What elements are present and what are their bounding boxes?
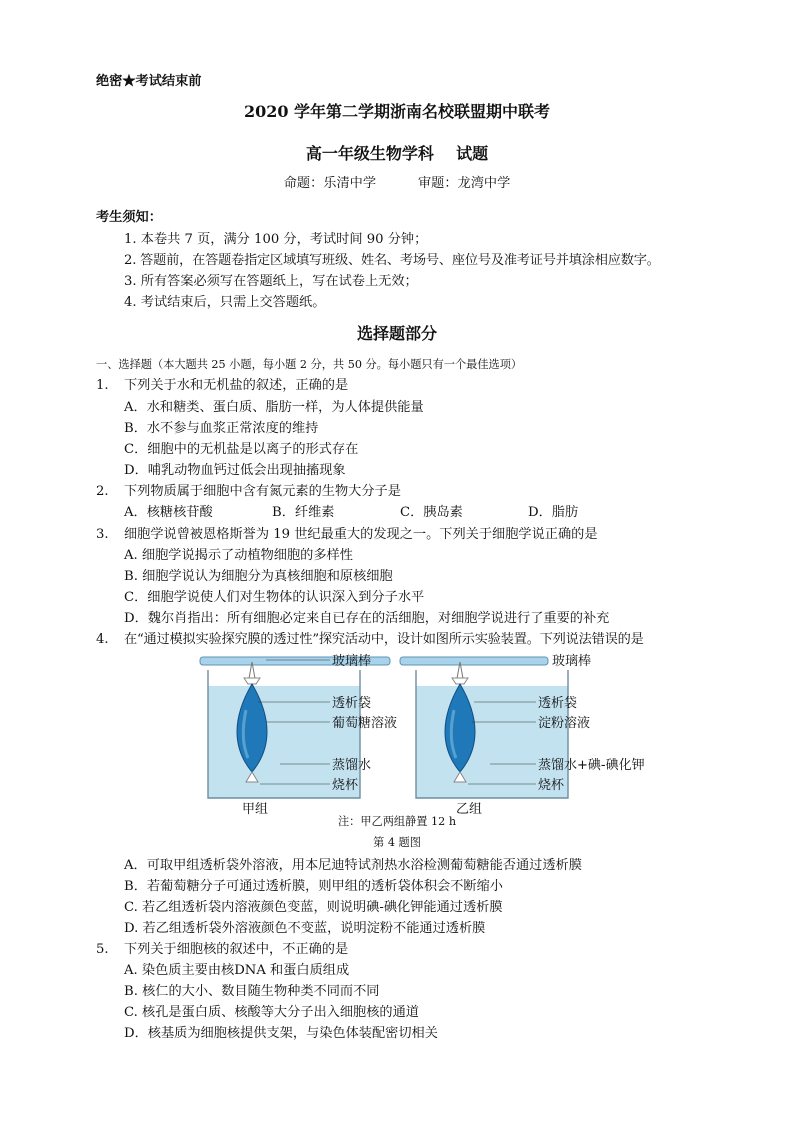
- notice-heading: 考生须知：: [96, 210, 162, 225]
- label-dialysis-bag: 透析袋: [538, 696, 578, 711]
- question-stem: 细胞学说曾被恩格斯誉为 19 世纪最重大的发现之一。下列关于细胞学说正确的是: [124, 527, 598, 542]
- dialysis-experiment-figure: [180, 648, 660, 820]
- option: A. 染色质主要由核DNA 和蛋白质组成: [124, 963, 350, 978]
- question-stem: 下列关于水和无机盐的叙述，正确的是: [124, 378, 349, 393]
- confidential-mark: 绝密★考试结束前: [96, 74, 202, 89]
- option: B．若葡萄糖分子可通过透析膜，则甲组的透析袋体积会不断缩小: [124, 879, 503, 894]
- exam-title: 2020 学年第二学期浙南名校联盟期中联考: [243, 102, 551, 121]
- option: B．水不参与血浆正常浓度的维持: [124, 421, 319, 436]
- label-starch-solution: 淀粉溶液: [538, 716, 591, 731]
- option: D．核基质为细胞核提供支架，与染色体装配密切相关: [124, 1026, 438, 1041]
- notice-item: 1. 本卷共 7 页，满分 100 分，考试时间 90 分钟；: [124, 232, 428, 247]
- question-number: 3.: [96, 527, 109, 542]
- group-label-left: 甲组: [242, 802, 269, 817]
- group-label-right: 乙组: [456, 802, 483, 817]
- beaker-group-left: [200, 653, 397, 817]
- option: B．纤维素: [272, 505, 335, 520]
- option: A．水和糖类、蛋白质、脂肪一样，为人体提供能量: [124, 400, 424, 415]
- option: C．细胞中的无机盐是以离子的形式存在: [124, 442, 359, 457]
- exam-setters: 命题：乐清中学 审题：龙湾中学: [283, 176, 511, 191]
- option: C. 核孔是蛋白质、核酸等大分子出入细胞核的通道: [124, 1005, 419, 1020]
- question-number: 1.: [96, 378, 109, 393]
- label-glass-rod: 玻璃棒: [552, 654, 592, 669]
- option: B. 核仁的大小、数目随生物种类不同而不同: [124, 984, 380, 999]
- question-stem: 在“通过模拟实验探究膜的透过性”探究活动中，设计如图所示实验装置。下列说法错误的是: [124, 632, 644, 647]
- label-distilled-water-iodine: 蒸馏水+碘-碘化钾: [538, 758, 645, 773]
- label-beaker: 烧杯: [332, 778, 359, 793]
- exam-subtitle: 高一年级生物学科 试题: [305, 144, 489, 163]
- notice-item: 2. 答题前，在答题卷指定区域填写班级、姓名、考场号、座位号及准考证号并填涂相应数字。: [124, 253, 660, 268]
- option: A. 细胞学说揭示了动植物细胞的多样性: [124, 548, 353, 563]
- question-number: 2.: [96, 484, 109, 499]
- option: C. 若乙组透析袋内溶液颜色变蓝，则说明碘-碘化钾能通过透析膜: [124, 900, 503, 915]
- question-number: 4.: [96, 632, 109, 647]
- option: A．可取甲组透析袋外溶液，用本尼迪特试剂热水浴检测葡萄糖能否通过透析膜: [124, 858, 582, 873]
- notice-item: 3. 所有答案必须写在答题纸上，写在试卷上无效；: [124, 274, 418, 289]
- option: D．脂肪: [528, 505, 579, 520]
- section-instruction: 一、选择题（本大题共 25 小题，每小题 2 分，共 50 分。每小题只有一个最佳选项）: [96, 358, 523, 371]
- label-glucose-solution: 葡萄糖溶液: [332, 716, 398, 731]
- label-glass-rod: 玻璃棒: [332, 654, 372, 669]
- label-beaker: 烧杯: [538, 778, 565, 793]
- option: A．核糖核苷酸: [124, 505, 213, 520]
- label-dialysis-bag: 透析袋: [332, 696, 372, 711]
- option: C．胰岛素: [400, 505, 463, 520]
- figure-note: 注：甲乙两组静置 12 h: [337, 815, 457, 828]
- beaker-group-right: [400, 653, 645, 817]
- option: D. 若乙组透析袋外溶液颜色不变蓝，说明淀粉不能通过透析膜: [124, 921, 486, 936]
- option: C．细胞学说使人们对生物体的认识深入到分子水平: [124, 590, 425, 605]
- option: B. 细胞学说认为细胞分为真核细胞和原核细胞: [124, 569, 393, 584]
- question-number: 5.: [96, 942, 109, 957]
- option: D．哺乳动物血钙过低会出现抽搐现象: [124, 463, 346, 478]
- option: D．魏尔肖指出：所有细胞必定来自已存在的活细胞，对细胞学说进行了重要的补充: [124, 611, 610, 626]
- glass-rod-right: [400, 657, 548, 665]
- label-distilled-water: 蒸馏水: [332, 758, 372, 773]
- question-stem: 下列物质属于细胞中含有氮元素的生物大分子是: [124, 484, 401, 499]
- figure-caption: 第 4 题图: [373, 836, 421, 849]
- notice-item: 4. 考试结束后，只需上交答题纸。: [124, 295, 326, 310]
- section-title: 选择题部分: [356, 324, 437, 343]
- question-stem: 下列关于细胞核的叙述中，不正确的是: [124, 942, 349, 957]
